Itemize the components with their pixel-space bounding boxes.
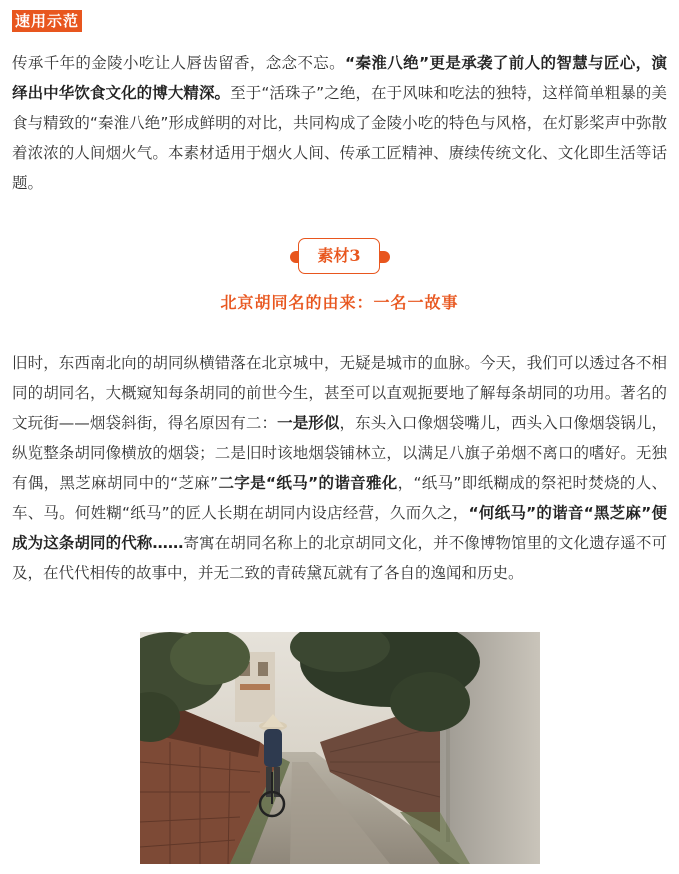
material-badge bbox=[290, 238, 390, 276]
badge-label: 素材3 bbox=[298, 238, 380, 274]
hutong-photo bbox=[140, 632, 540, 864]
para1-run-2: 至于“活珠子”之绝，在于风味和吃法的独特，这样简单粗暴的美食与精致的“秦淮八绝”形成鲜明的对比，共同构成了金陵小吃的特色与风格，在灯影桨声中弥散着浓浓的人间烟火气。本素材适用于烟火人间、传承工匠精神、赓续传统文化、文化即生活等话题。 bbox=[12, 84, 667, 192]
para2-run-2: ，东头入口像烟袋嘴儿，西头入口像烟袋锅儿，纵览整条胡同像横放的烟袋；二是旧时该地烟袋铺林立，以满足八旗子弟烟不离口的嗜好。无独有偶，黑芝麻胡同中的“芝麻” bbox=[12, 414, 667, 492]
para2-run-6: 寄寓在胡同名称上的北京胡同文化，并不像博物馆里的文化遗存遥不可及，在代代相传的故事中，并无二致的青砖黛瓦就有了各自的逸闻和历史。 bbox=[12, 534, 667, 582]
section-tag: 速用示范 bbox=[12, 10, 82, 32]
hutong-alley-image bbox=[140, 632, 540, 864]
para2-run-3: 二字是“纸马”的谐音雅化 bbox=[218, 474, 398, 492]
intro-paragraph bbox=[12, 48, 667, 198]
para2-run-1: 一是形似 bbox=[277, 414, 340, 432]
para2-run-4: ，“纸马”即纸糊成的祭祀时焚烧的人、车、马。何姓糊“纸马”的匠人长期在胡同内设店经营，久而久之， bbox=[12, 474, 668, 522]
para2-run-0: 旧时，东西南北向的胡同纵横错落在北京城中，无疑是城市的血脉。今天，我们可以透过各不相同的胡同名，大概窥知每条胡同的前世今生，甚至可以直观扼要地了解每条胡同的功用。著名的文玩街——烟袋斜街，得名原因有二： bbox=[12, 354, 667, 432]
para2-run-5: “何纸马”的谐音“黑芝麻”便成为这条胡同的代称…… bbox=[12, 504, 668, 552]
para1-run-1: “秦淮八绝”更是承袭了前人的智慧与匠心，演绎出中华饮食文化的博大精深。 bbox=[12, 54, 667, 102]
hutong-paragraph bbox=[12, 348, 667, 588]
badge-right-tab bbox=[380, 251, 390, 263]
para1-run-0: 传承千年的金陵小吃让人唇齿留香，念念不忘。 bbox=[12, 54, 345, 72]
section-subtitle: 北京胡同名的由来：一名一故事 bbox=[220, 293, 459, 312]
